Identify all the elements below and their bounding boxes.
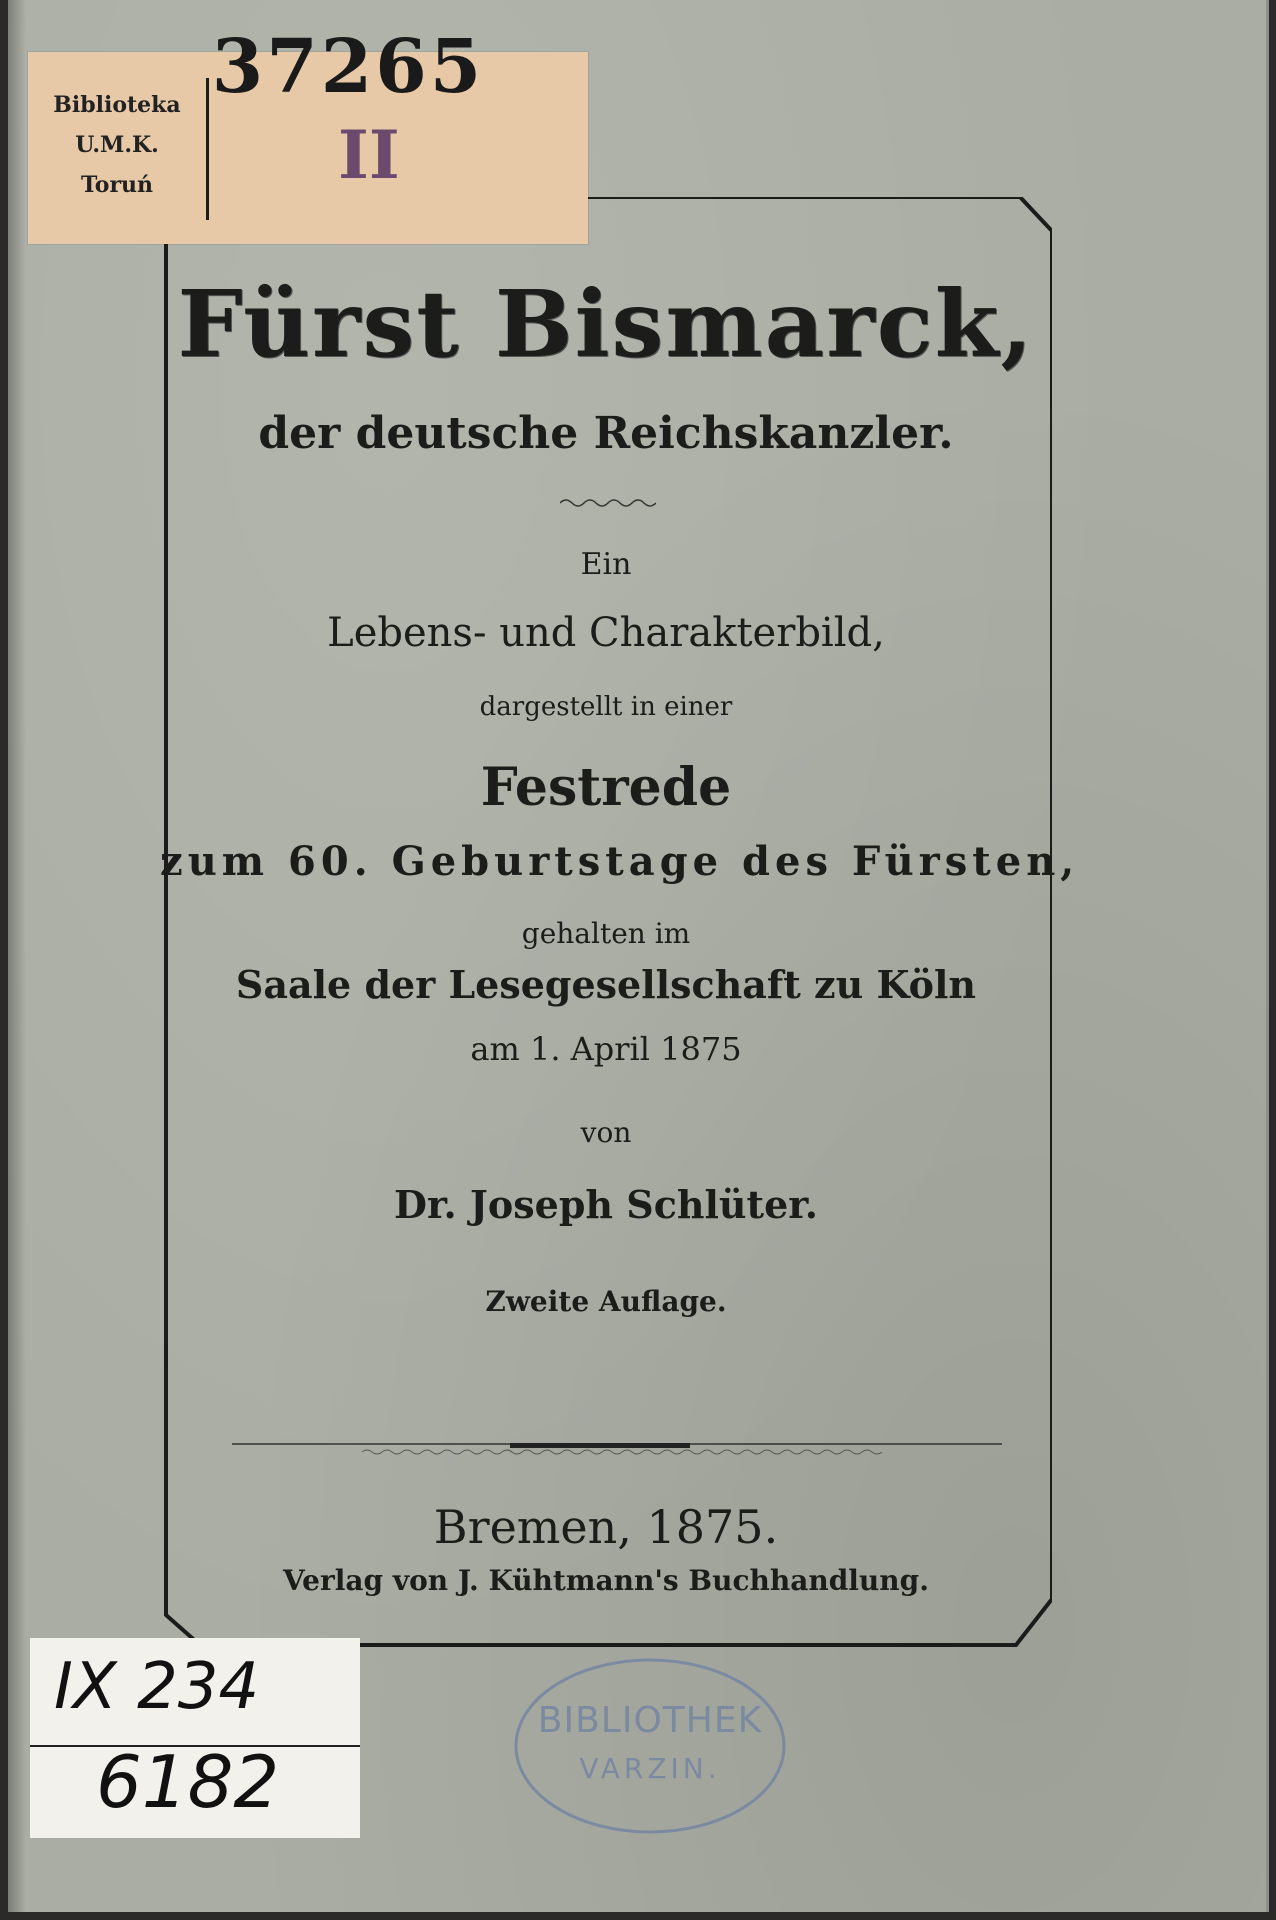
line-dargestellt: dargestellt in einer <box>479 692 733 722</box>
line-festrede: Festrede <box>480 757 732 818</box>
divider-rule <box>232 1440 1002 1456</box>
wavy-ornament <box>560 496 656 510</box>
line-von: von <box>580 1116 632 1149</box>
call-number: 37265 <box>211 24 485 110</box>
publisher: Verlag von J. Kühtmann's Buchhandlung. <box>283 1564 929 1597</box>
stamp-line1: BIBLIOTHEK <box>537 1700 763 1741</box>
stamp-line2: VARZIN. <box>579 1752 721 1785</box>
place-year: Bremen, 1875. <box>433 1500 779 1554</box>
subtitle: der deutsche Reichskanzler. <box>258 408 954 459</box>
spine-shadow <box>8 0 26 1912</box>
title: Fürst Bismarck, <box>177 270 1035 378</box>
shelf-mark-line2: 6182 <box>96 1740 280 1824</box>
line-date: am 1. April 1875 <box>470 1030 742 1068</box>
line-zum: zum 60. Geburtstage des Fürsten, <box>160 838 1080 885</box>
line-lebens: Lebens- und Charakterbild, <box>327 610 885 656</box>
author: Dr. Joseph Schlüter. <box>393 1182 819 1227</box>
line-saale: Saale der Lesegesellschaft zu Köln <box>235 962 977 1007</box>
edition: Zweite Auflage. <box>485 1285 727 1318</box>
roman-numeral: II <box>338 116 400 194</box>
line-ein: Ein <box>580 547 632 582</box>
library-stamp-oval <box>510 1652 790 1840</box>
line-gehalten: gehalten im <box>521 917 691 950</box>
shelf-mark-line1: IX 234 <box>54 1650 260 1724</box>
library-label-line: Toruń <box>80 172 154 198</box>
library-label-line: Biblioteka <box>53 92 181 118</box>
library-label-line: U.M.K. <box>75 132 159 158</box>
